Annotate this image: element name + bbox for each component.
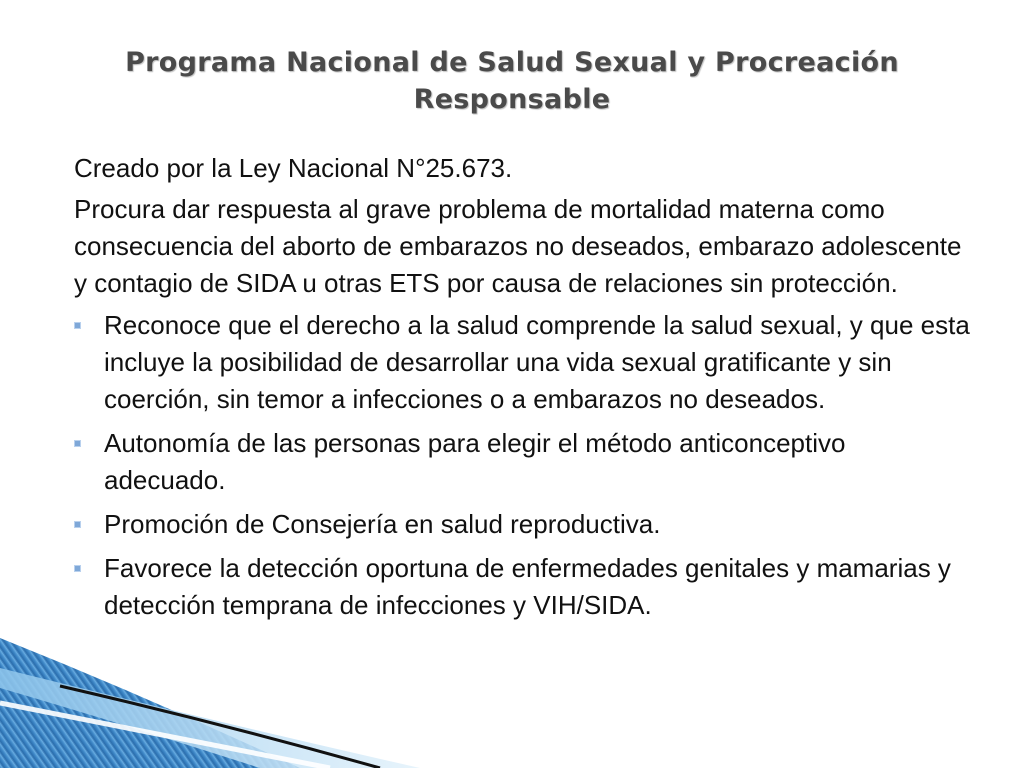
bullet-list xyxy=(74,307,974,624)
bullet-text: Autonomía de las personas para elegir el método anticonceptivo adecuado. xyxy=(104,428,846,495)
bullet-item xyxy=(74,550,974,624)
intro-line: Creado por la Ley Nacional N°25.673. xyxy=(74,153,513,183)
decor-light-band xyxy=(0,668,420,768)
square-bullet-icon xyxy=(74,322,81,329)
decor-dark-line xyxy=(60,686,380,768)
bullet-text: Reconoce que el derecho a la salud comprende la salud sexual, y que esta incluye la posibilidad de desarrollar una vida sexual gratificante y sin coerción, sin temor a infecciones o a embarazos no deseados. xyxy=(104,310,970,414)
square-bullet-icon xyxy=(74,440,81,447)
decor-blue-band xyxy=(0,638,300,768)
corner-wave-decoration xyxy=(0,628,420,768)
bullet-item xyxy=(74,307,974,418)
bullet-item xyxy=(74,425,974,499)
square-bullet-icon xyxy=(74,521,81,528)
square-bullet-icon xyxy=(74,565,81,572)
slide-body xyxy=(74,150,974,631)
intro-paragraph: Procura dar respuesta al grave problema de mortalidad materna como consecuencia del aborto de embarazos no deseados, embarazo adolescente y contagio de SIDA u otras ETS por causa de relaciones sin protección. xyxy=(74,194,962,298)
bullet-text: Promoción de Consejería en salud reproductiva. xyxy=(104,509,661,539)
bullet-text: Favorece la detección oportuna de enfermedades genitales y mamarias y detección temprana de infecciones y VIH/SIDA. xyxy=(104,553,951,620)
bullet-item xyxy=(74,506,974,543)
slide-title: Programa Nacional de Salud Sexual y Procreación Responsable xyxy=(125,47,899,115)
decor-white-line xyxy=(0,703,330,768)
